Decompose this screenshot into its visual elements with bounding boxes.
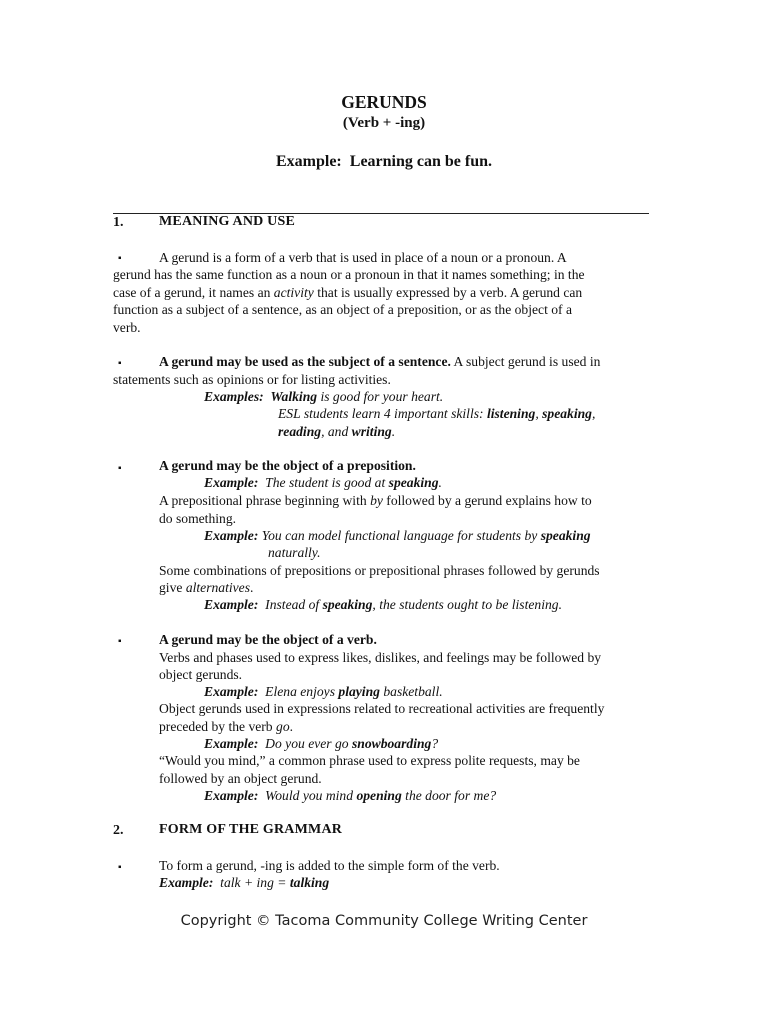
p3-line-4: Some combinations of prepositions or prepositional phrases followed by gerunds: [159, 563, 600, 578]
p4-line-5: “Would you mind,” a common phrase used to express polite requests, may be: [159, 753, 580, 768]
p3-line-2: A prepositional phrase beginning with by followed by a gerund explains how to: [159, 493, 592, 508]
p4-heading: A gerund may be the object of a verb.: [159, 632, 377, 647]
header-example-label: Example:: [275, 153, 342, 170]
p3-line-5: give alternatives.: [159, 580, 254, 595]
header-example: [0, 153, 768, 171]
document-subtitle: (Verb + -ing): [342, 115, 426, 131]
p4-example-3: Example: Would you mind opening the door for me?: [204, 788, 497, 803]
section-2-title: FORM OF THE GRAMMAR: [159, 822, 343, 837]
p1-line-1: A gerund is a form of a verb that is used in place of a noun or a pronoun. A: [159, 250, 567, 265]
p1-line-4: function as a subject of a sentence, as an object of a preposition, or as the object of a: [113, 302, 573, 317]
p2-line-2: statements such as opinions or for listing activities.: [113, 372, 391, 387]
bullet-icon: ▪: [118, 358, 122, 369]
s2-example: Example: talk + ing = talking: [159, 875, 330, 890]
section-1-title: MEANING AND USE: [159, 214, 296, 229]
p1-line-3: case of a gerund, it names an activity that is usually expressed by a verb. A gerund can: [113, 285, 583, 300]
p4-example-2: Example: Do you ever go snowboarding?: [204, 736, 439, 751]
section-1-heading: [113, 213, 124, 231]
p2-example-1: Examples: Walking is good for your heart.: [204, 389, 444, 404]
p2-line-1: A gerund may be used as the subject of a sentence. A subject gerund is used in: [159, 354, 601, 369]
s2-line-1: To form a gerund, -ing is added to the simple form of the verb.: [159, 858, 500, 873]
bullet-icon: ▪: [118, 463, 122, 474]
section-2-number: 2.: [113, 823, 124, 838]
p3-example-1: Example: The student is good at speaking.: [204, 475, 442, 490]
header-example-text: Learning can be fun.: [349, 153, 493, 170]
bullet-icon: ▪: [118, 862, 122, 873]
p3-example-2: Example: You can model functional language for students by speaking: [204, 528, 591, 543]
p2-example-2: ESL students learn 4 important skills: listening, speaking,: [278, 406, 596, 421]
p3-example-3: Example: Instead of speaking, the students ought to be listening.: [204, 597, 562, 612]
p1-line-5: verb.: [113, 320, 141, 335]
p3-line-3: do something.: [159, 511, 237, 526]
section-2-heading: [113, 821, 124, 839]
p4-example-1: Example: Elena enjoys playing basketball.: [204, 684, 443, 699]
p4-line-4: preceded by the verb go.: [159, 719, 294, 734]
p3-heading: A gerund may be the object of a preposition.: [159, 458, 416, 473]
p4-line-6: followed by an object gerund.: [159, 771, 322, 786]
p4-line-3: Object gerunds used in expressions related to recreational activities are frequently: [159, 701, 605, 716]
p4-line-1: Verbs and phases used to express likes, dislikes, and feelings may be followed by: [159, 650, 602, 665]
bullet-icon: ▪: [118, 253, 122, 264]
copyright-footer: Copyright © Tacoma Community College Writing Center: [180, 913, 588, 929]
document-title: GERUNDS: [341, 92, 427, 112]
section-1-number: 1.: [113, 215, 124, 230]
p4-line-2: object gerunds.: [159, 667, 243, 682]
p2-example-3: reading, and writing.: [278, 424, 396, 439]
p1-line-2: gerund has the same function as a noun or a pronoun in that it names something; in the: [113, 267, 585, 282]
p3-example-2-cont: naturally.: [268, 545, 321, 560]
bullet-icon: ▪: [118, 636, 122, 647]
